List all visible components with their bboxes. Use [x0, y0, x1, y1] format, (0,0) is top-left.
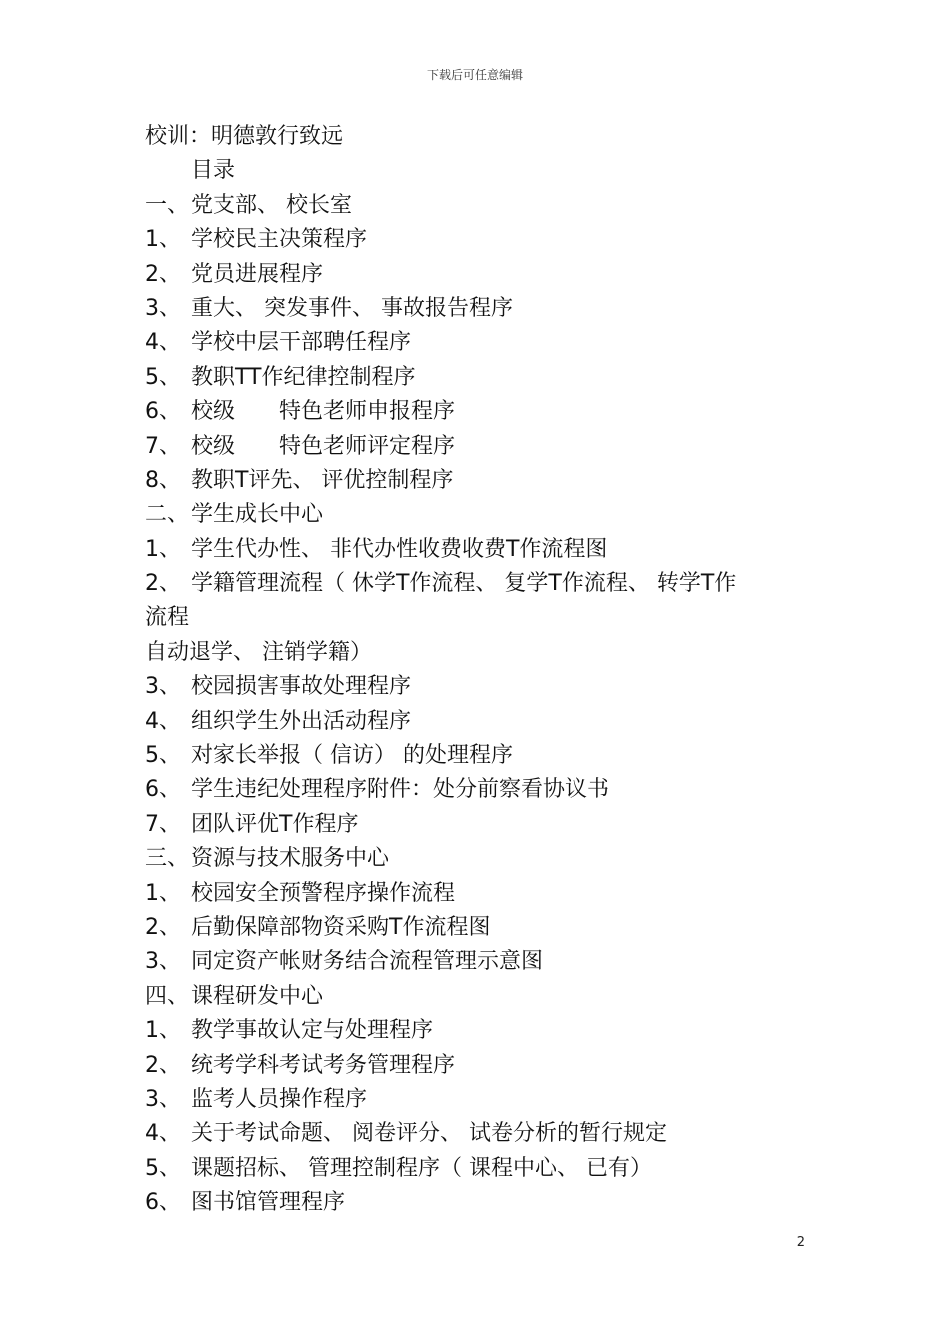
toc-line-number: 2、	[145, 571, 181, 597]
toc-line	[145, 636, 825, 670]
toc-line-text: 关于考试命题、 阅卷评分、 试卷分析的暂行规定	[191, 1121, 667, 1147]
toc-line-text: 后勤保障部物资采购T作流程图	[191, 914, 491, 940]
toc-line	[145, 877, 825, 911]
toc-line	[145, 395, 825, 429]
toc-line-number: 3、	[145, 295, 181, 321]
toc-line-number: 6、	[145, 777, 181, 803]
toc-line-text: 流程	[145, 605, 190, 631]
toc-line-number: 7、	[145, 433, 181, 459]
toc-line	[145, 773, 825, 807]
toc-line	[145, 980, 825, 1014]
toc-title: 目录	[191, 158, 236, 184]
toc-line-number: 4、	[145, 1121, 181, 1147]
toc-line-text: 学校民主决策程序	[191, 227, 368, 253]
toc-line	[145, 223, 825, 257]
toc-line	[145, 1186, 825, 1220]
toc-line	[145, 292, 825, 326]
toc-line	[145, 567, 825, 601]
toc-line	[145, 739, 825, 773]
toc-line	[145, 498, 825, 532]
toc-line-number: 5、	[145, 1155, 181, 1181]
toc-line-number: 8、	[145, 467, 181, 493]
toc-line	[145, 258, 825, 292]
toc-line-text: 学籍管理流程（ 休学T作流程、 复学T作流程、 转学T作	[191, 571, 737, 597]
toc-line-text: 统考学科考试考务管理程序	[191, 1052, 456, 1078]
page-header-note: 下载后可任意编辑	[426, 68, 523, 82]
toc-line	[145, 430, 825, 464]
toc-line	[145, 945, 825, 979]
toc-line	[145, 464, 825, 498]
school-motto: 校训：明德敦行致远	[145, 124, 344, 149]
toc-line-text: 校级 特色老师评定程序	[191, 433, 456, 459]
toc-line	[145, 705, 825, 739]
toc-line	[145, 1049, 825, 1083]
toc-line	[145, 670, 825, 704]
toc-line-number: 6、	[145, 1190, 181, 1216]
toc-line-number: 5、	[145, 743, 181, 769]
toc-line-text: 学生成长中心	[191, 502, 324, 528]
toc-line-number: 1、	[145, 880, 181, 906]
toc-line	[145, 361, 825, 395]
toc-line-text: 对家长举报（ 信访） 的处理程序	[191, 743, 513, 769]
toc-line-number: 6、	[145, 399, 181, 425]
toc-line	[145, 1152, 825, 1186]
toc-line-text: 教职TT作纪律控制程序	[191, 364, 416, 390]
toc-line-number: 1、	[145, 1018, 181, 1044]
toc-line-text: 教职T评先、 评优控制程序	[191, 467, 454, 493]
toc-line-text: 自动退学、 注销学籍）	[145, 639, 372, 665]
toc-line-number: 2、	[145, 261, 181, 287]
toc-line-number: 1、	[145, 536, 181, 562]
toc-line	[145, 808, 825, 842]
toc-line-text: 校园安全预警程序操作流程	[191, 880, 456, 906]
toc-line-text: 教学事故认定与处理程序	[191, 1018, 434, 1044]
toc-line-number: 一、	[145, 192, 190, 218]
toc-line	[145, 189, 825, 223]
toc-line-text: 组织学生外出活动程序	[191, 708, 412, 734]
toc-line-number: 2、	[145, 914, 181, 940]
toc-line	[145, 842, 825, 876]
toc-line-text: 监考人员操作程序	[191, 1086, 368, 1112]
toc-line-text: 校级 特色老师申报程序	[191, 399, 456, 425]
toc-line-number: 三、	[145, 846, 190, 872]
toc-line-text: 团队评优T作程序	[191, 811, 359, 837]
toc-line-text: 资源与技术服务中心	[191, 846, 390, 872]
document-body	[145, 120, 825, 1221]
toc-line-number: 5、	[145, 364, 181, 390]
toc-line	[145, 533, 825, 567]
toc-line-text: 重大、 突发事件、 事故报告程序	[191, 295, 513, 321]
toc-line-number: 1、	[145, 227, 181, 253]
toc-line-number: 3、	[145, 1086, 181, 1112]
toc-line-text: 课程研发中心	[191, 983, 324, 1009]
toc-line-number: 3、	[145, 949, 181, 975]
toc-line-text: 学生代办性、 非代办性收费收费T作流程图	[191, 536, 608, 562]
toc-line	[145, 326, 825, 360]
toc-line	[145, 1117, 825, 1151]
toc-line-text: 学生违纪处理程序附件：处分前察看协议书	[191, 777, 610, 803]
toc-line-text: 党支部、 校长室	[191, 192, 352, 218]
toc-line-number: 2、	[145, 1052, 181, 1078]
toc-line-number: 二、	[145, 502, 190, 528]
toc-line	[145, 1014, 825, 1048]
toc-line-text: 课题招标、 管理控制程序（ 课程中心、 已有）	[191, 1155, 652, 1181]
toc-list	[145, 189, 825, 1221]
toc-line-text: 学校中层干部聘任程序	[191, 330, 412, 356]
toc-line-text: 校园损害事故处理程序	[191, 674, 412, 700]
page-number: 2	[796, 1235, 805, 1250]
toc-line-number: 7、	[145, 811, 181, 837]
toc-line-text: 图书馆管理程序	[191, 1190, 346, 1216]
toc-line	[145, 1083, 825, 1117]
toc-line-text: 党员进展程序	[191, 261, 324, 287]
toc-line-number: 3、	[145, 674, 181, 700]
toc-line	[145, 601, 825, 635]
toc-line-number: 4、	[145, 330, 181, 356]
toc-line-text: 同定资产帐财务结合流程管理示意图	[191, 949, 544, 975]
toc-line-number: 4、	[145, 708, 181, 734]
toc-line	[145, 911, 825, 945]
toc-line-number: 四、	[145, 983, 190, 1009]
